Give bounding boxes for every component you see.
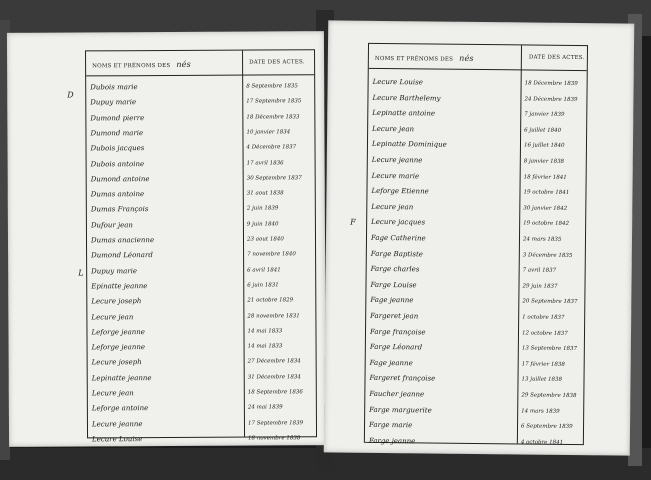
entry-name: Lecure jean: [91, 389, 134, 398]
entry-name: Fage jeanne: [369, 358, 413, 368]
entry-name: Dumond pierre: [90, 113, 145, 122]
entry-name: Lecure Barthelemy: [372, 93, 441, 103]
entry-name: Dupuy marie: [90, 98, 137, 107]
entry-name: Lecure joseph: [91, 297, 142, 306]
entry-date: 10 janvier 1834: [246, 129, 291, 136]
entry-name: Farge Louise: [370, 280, 417, 290]
entry-name: Farge marie: [368, 421, 413, 430]
entry-name: Dumond Léonard: [91, 251, 153, 260]
entry-name: Dumas anacienne: [90, 236, 155, 245]
entry-date: 7 avril 1837: [522, 267, 557, 274]
entry-name: Leforge Etienne: [371, 187, 429, 196]
entry-date: 27 Décembre 1834: [247, 358, 301, 365]
entry-name: Farge Léonard: [369, 343, 423, 352]
entry-name: Fargeret jean: [370, 311, 419, 321]
entry-date: 21 octobre 1829: [247, 297, 294, 304]
entry-date: 13 juillet 1838: [521, 376, 563, 384]
right-register-table: [364, 43, 588, 445]
entry-date: 6 Septembre 1839: [520, 423, 573, 431]
table-row: [365, 433, 583, 454]
entry-name: Dumas antoine: [90, 190, 145, 199]
entry-date: 2 juin 1839: [246, 205, 279, 212]
entry-date: 20 Septembre 1837: [522, 298, 578, 306]
entry-date: 17 février 1838: [521, 361, 565, 368]
entry-name: Lecure jean: [371, 202, 414, 212]
entry-name: Faucher jeanne: [369, 389, 425, 399]
entry-name: Lecure jeanne: [371, 155, 423, 165]
entry-name: Lecure marie: [371, 171, 420, 180]
right-margin-mark-f: F: [350, 217, 356, 227]
entry-date: 18 février 1841: [523, 174, 567, 181]
entry-name: Fage Catherine: [370, 233, 426, 243]
entry-name: Farge marguerite: [369, 405, 432, 415]
right-header-dates: DATE DES ACTES.: [528, 54, 585, 62]
entry-name: Dupuy marie: [91, 266, 138, 275]
left-header-dates: DATE DES ACTES.: [249, 59, 305, 66]
entry-name: Fargeret françoise: [369, 374, 436, 383]
left-margin-mark-d: D: [67, 90, 74, 100]
entry-date: 14 mars 1839: [521, 408, 560, 415]
entry-name: Leforge jeanne: [91, 327, 145, 337]
table-row: [88, 430, 316, 450]
entry-name: Leforge antoine: [91, 404, 149, 413]
entry-date: 17 Septembre 1835: [246, 98, 302, 105]
right-page: [324, 20, 635, 455]
entry-date: 14 mai 1833: [247, 328, 283, 335]
left-page: [7, 31, 326, 447]
entry-name: Dufour jean: [90, 220, 133, 230]
entry-name: Farge Baptiste: [370, 249, 424, 259]
entry-date: 24 Décembre 1839: [524, 96, 578, 103]
left-table-header: [86, 50, 314, 76]
entry-name: Farge charles: [370, 265, 420, 274]
entry-date: 24 mai 1839: [247, 404, 283, 411]
entry-date: 31 Décembre 1834: [247, 373, 301, 381]
entry-date: 30 janvier 1842: [523, 205, 568, 212]
entry-name: Lecure joseph: [91, 358, 142, 367]
entry-name: Dumond marie: [90, 129, 144, 138]
entry-date: 4 Décembre 1837: [246, 144, 297, 151]
entry-date: 14 mai 1833: [247, 343, 283, 350]
entry-date: 19 octobre 1841: [523, 189, 570, 197]
entry-date: 4 octobre 1841: [520, 439, 564, 446]
entry-name: Dubois jacques: [90, 144, 145, 153]
entry-name: Farge françoise: [369, 327, 426, 337]
entry-name: Lecure jeanne: [91, 419, 143, 428]
entry-date: 28 novembre 1831: [247, 312, 300, 320]
entry-date: 18 novembre 1838: [248, 435, 301, 442]
entry-date: 8 Septembre 1835: [246, 83, 298, 90]
entry-date: 13 Septembre 1837: [521, 345, 577, 353]
entry-date: 6 juillet 1840: [524, 127, 562, 134]
entry-name: Lepinatte Dominique: [371, 140, 447, 150]
entry-date: 18 Décembre 1833: [246, 113, 300, 121]
entry-date: 18 Décembre 1839: [524, 80, 578, 88]
left-register-table: [85, 49, 317, 444]
entry-date: 29 Septembre 1838: [521, 392, 577, 400]
entry-date: 6 juin 1831: [247, 282, 279, 289]
entry-name: Farge jeanne: [368, 436, 416, 446]
entry-name: Lepinatte jeanne: [91, 373, 152, 383]
entry-date: 24 mars 1835: [522, 236, 562, 243]
entry-name: Lecure Louise: [372, 77, 423, 87]
entry-date: 17 Septembre 1839: [247, 419, 304, 427]
entry-name: Fage jeanne: [370, 296, 414, 305]
entry-date: 3 Décembre 1835: [522, 252, 573, 259]
entry-date: 31 aout 1838: [246, 190, 284, 197]
entry-date: 12 octobre 1837: [521, 330, 568, 337]
entry-date: 29 juin 1837: [522, 283, 558, 290]
entry-name: Lecure jean: [91, 312, 134, 321]
entry-date: 6 avril 1841: [247, 266, 281, 274]
right-header-names: NOMS ET PRÉNOMS DES nés: [374, 53, 474, 63]
left-header-names: NOMS ET PRÉNOMS DES nés: [92, 59, 191, 70]
entry-date: 7 novembre 1840: [247, 251, 296, 258]
entry-name: Dubois antoine: [90, 159, 145, 168]
entry-name: Leforge jeanne: [91, 343, 146, 352]
left-margin-mark-l: L: [78, 268, 84, 278]
entry-name: Lecure jean: [372, 124, 415, 134]
entry-name: Dumas François: [90, 205, 149, 214]
right-table-header: [369, 44, 587, 71]
entry-date: 19 octobre 1842: [523, 220, 569, 228]
entry-name: Epinatte jeanne: [91, 281, 148, 291]
entry-date: 9 juin 1840: [246, 221, 279, 228]
entry-date: 17 avril 1836: [246, 159, 284, 167]
entry-date: 18 Septembre 1836: [247, 389, 303, 396]
entry-name: Dubois marie: [90, 83, 138, 92]
entry-date: 16 juillet 1840: [523, 142, 565, 150]
entry-date: 7 janvier 1839: [524, 111, 565, 119]
entry-name: Lecure Louise: [92, 435, 143, 444]
entry-date: 30 Septembre 1837: [246, 175, 302, 182]
entry-name: Lecure jacques: [371, 218, 426, 227]
entry-date: 1 octobre 1837: [522, 314, 565, 321]
entry-date: 8 janvier 1838: [523, 158, 565, 165]
entry-date: 23 aout 1840: [246, 236, 284, 243]
entry-name: Dumond antoine: [90, 174, 150, 184]
entry-name: Lepinatte antoine: [372, 109, 436, 118]
